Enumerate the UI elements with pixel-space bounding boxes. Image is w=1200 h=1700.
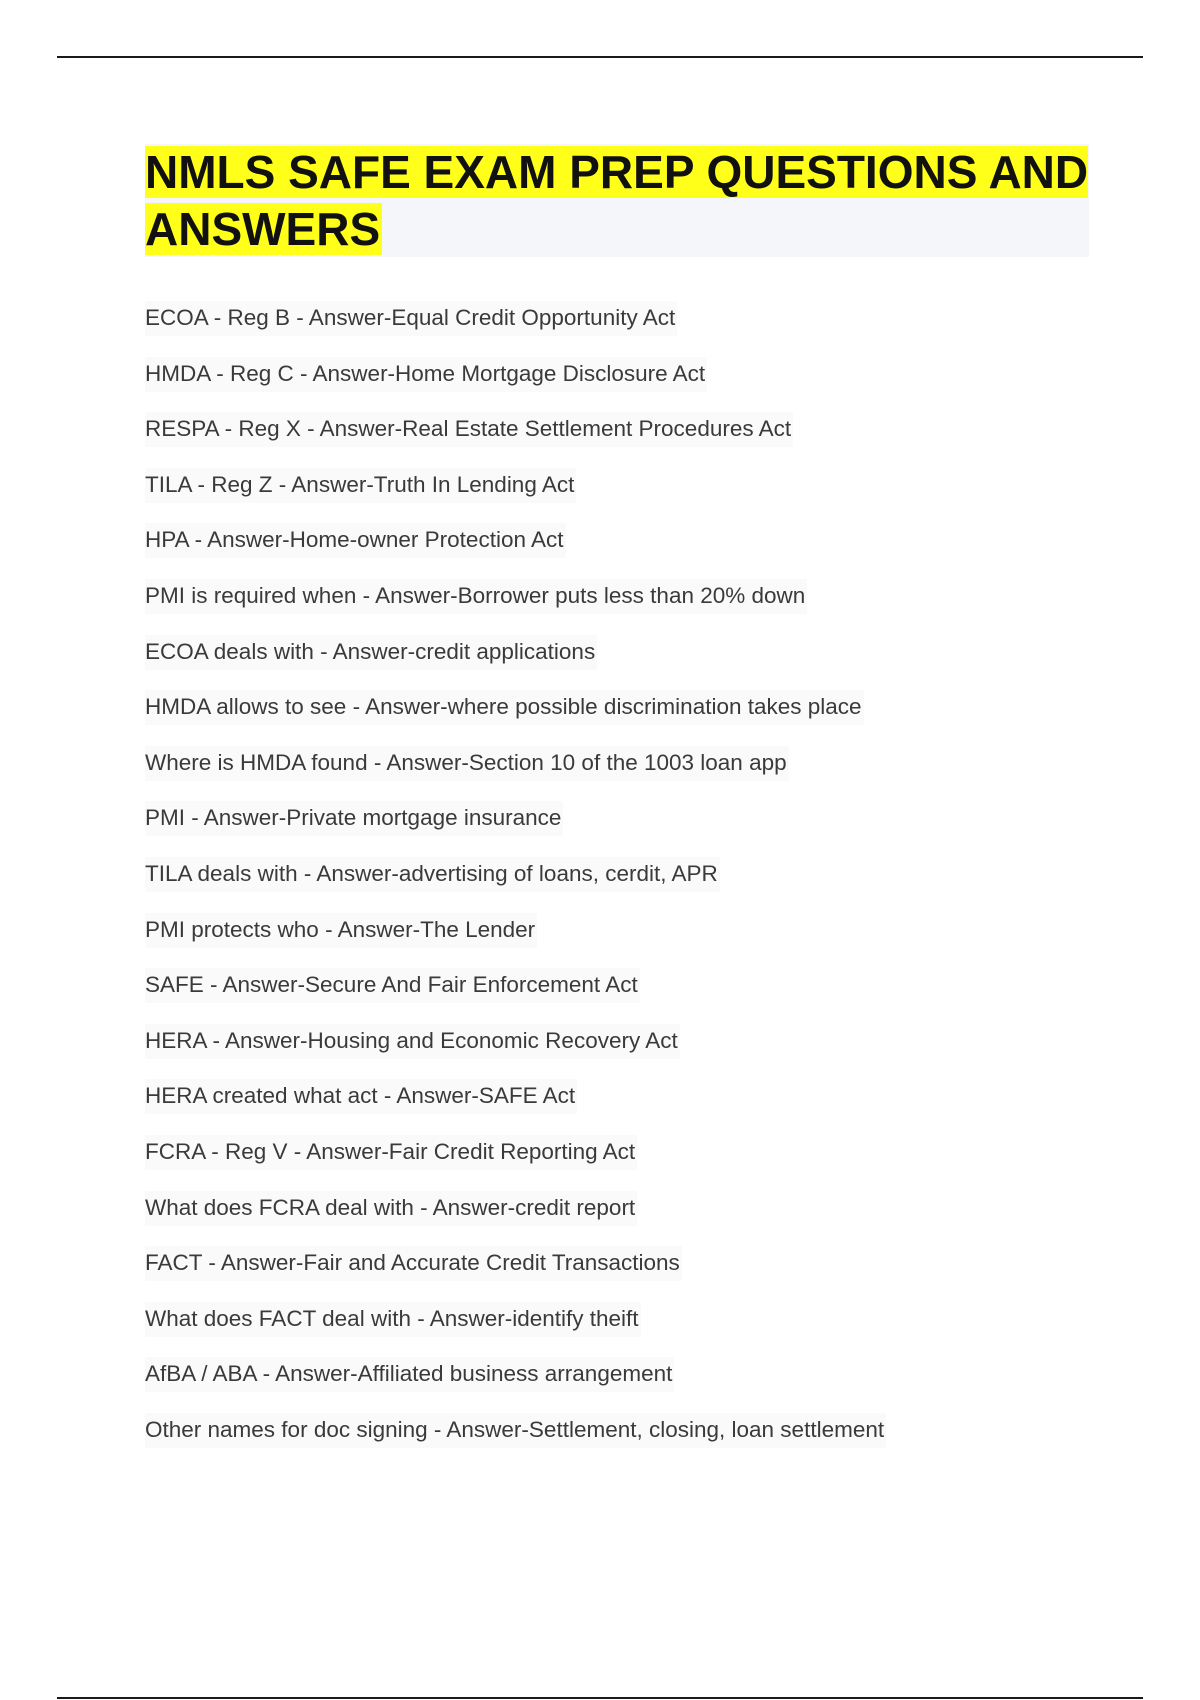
qa-item — [145, 743, 1145, 799]
qa-text: What does FCRA deal with - Answer-credit report — [145, 1191, 637, 1226]
qa-item — [145, 854, 1145, 910]
qa-text: Other names for doc signing - Answer-Settlement, closing, loan settlement — [145, 1413, 886, 1448]
qa-item — [145, 354, 1145, 410]
qa-text: PMI - Answer-Private mortgage insurance — [145, 801, 563, 836]
qa-text: HPA - Answer-Home-owner Protection Act — [145, 523, 566, 558]
title-text: NMLS SAFE EXAM PREP QUESTIONS AND ANSWERS — [145, 146, 1089, 255]
qa-item — [145, 1076, 1145, 1132]
bottom-rule — [57, 1697, 1143, 1699]
qa-text: HERA created what act - Answer-SAFE Act — [145, 1079, 577, 1114]
qa-text: HMDA - Reg C - Answer-Home Mortgage Disclosure Act — [145, 357, 707, 392]
qa-text: FACT - Answer-Fair and Accurate Credit Transactions — [145, 1246, 682, 1281]
qa-text: ECOA - Reg B - Answer-Equal Credit Opportunity Act — [145, 301, 677, 336]
title-block — [145, 144, 1089, 257]
qa-text: PMI protects who - Answer-The Lender — [145, 913, 537, 948]
qa-item — [145, 1410, 1145, 1466]
qa-item — [145, 1354, 1145, 1410]
qa-text: SAFE - Answer-Secure And Fair Enforcement Act — [145, 968, 640, 1003]
qa-item — [145, 409, 1145, 465]
qa-item — [145, 1243, 1145, 1299]
qa-text: HERA - Answer-Housing and Economic Recovery Act — [145, 1024, 680, 1059]
qa-item — [145, 965, 1145, 1021]
qa-item — [145, 576, 1145, 632]
qa-item — [145, 910, 1145, 966]
qa-text: ECOA deals with - Answer-credit applications — [145, 635, 597, 670]
qa-item — [145, 298, 1145, 354]
top-rule — [57, 56, 1143, 58]
qa-text: Where is HMDA found - Answer-Section 10 of the 1003 loan app — [145, 746, 789, 781]
qa-item — [145, 465, 1145, 521]
qa-text: TILA - Reg Z - Answer-Truth In Lending Act — [145, 468, 576, 503]
qa-text: TILA deals with - Answer-advertising of loans, cerdit, APR — [145, 857, 720, 892]
qa-item — [145, 1132, 1145, 1188]
qa-text: HMDA allows to see - Answer-where possible discrimination takes place — [145, 690, 864, 725]
qa-item — [145, 1299, 1145, 1355]
qa-list — [145, 298, 1145, 1465]
document-title — [145, 144, 1089, 258]
qa-text: What does FACT deal with - Answer-identify theift — [145, 1302, 641, 1337]
qa-item — [145, 632, 1145, 688]
qa-item — [145, 1021, 1145, 1077]
qa-text: AfBA / ABA - Answer-Affiliated business arrangement — [145, 1357, 674, 1392]
qa-item — [145, 1188, 1145, 1244]
qa-text: PMI is required when - Answer-Borrower puts less than 20% down — [145, 579, 807, 614]
qa-item — [145, 687, 1145, 743]
qa-text: RESPA - Reg X - Answer-Real Estate Settlement Procedures Act — [145, 412, 793, 447]
qa-text: FCRA - Reg V - Answer-Fair Credit Reporting Act — [145, 1135, 637, 1170]
qa-item — [145, 798, 1145, 854]
qa-item — [145, 520, 1145, 576]
